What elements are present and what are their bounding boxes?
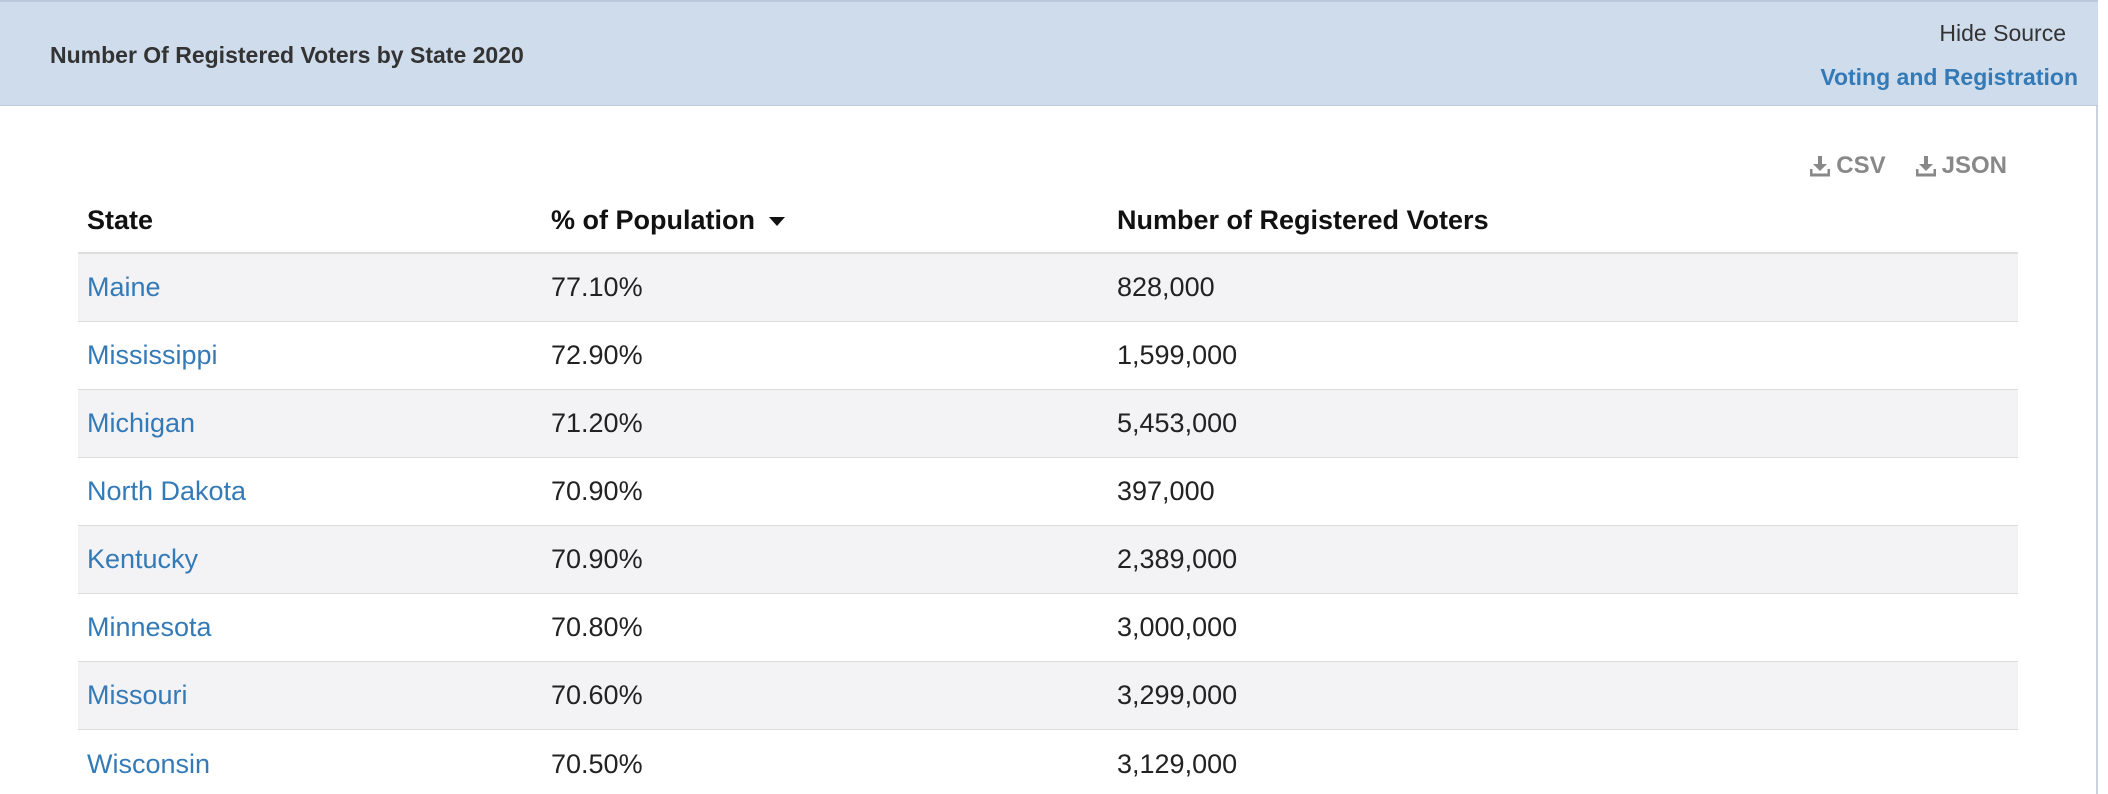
- table-row: [78, 458, 2018, 526]
- column-header-pct[interactable]: [542, 205, 1108, 236]
- download-csv-label: CSV: [1836, 152, 1886, 179]
- table-row: [78, 390, 2018, 458]
- pct-cell: 70.90%: [551, 544, 643, 574]
- state-link[interactable]: Maine: [87, 272, 161, 302]
- voters-cell: 3,299,000: [1117, 680, 1238, 710]
- hide-source-link[interactable]: Hide Source: [1939, 20, 2066, 46]
- table-row: [78, 594, 2018, 662]
- table-row: [78, 662, 2018, 730]
- table-row: [78, 254, 2018, 322]
- column-header-label: State: [87, 204, 154, 235]
- pct-cell: 70.80%: [551, 612, 643, 642]
- pct-cell: 71.20%: [551, 408, 643, 438]
- download-toolbar: [1810, 152, 2007, 180]
- column-header-state[interactable]: [78, 205, 542, 236]
- page-title: Number Of Registered Voters by State 2020: [50, 42, 524, 68]
- state-link[interactable]: Missouri: [87, 680, 188, 710]
- download-icon: [1916, 155, 1936, 177]
- voters-cell: 5,453,000: [1117, 408, 1238, 438]
- column-header-voters[interactable]: [1108, 205, 2018, 236]
- widget-header: [0, 0, 2098, 106]
- download-icon: [1810, 155, 1830, 177]
- column-header-label: % of Population: [551, 204, 755, 235]
- table-row: [78, 526, 2018, 594]
- state-link[interactable]: Wisconsin: [87, 748, 211, 779]
- voters-cell: 397,000: [1117, 476, 1215, 506]
- pct-cell: 70.50%: [551, 748, 643, 779]
- table-header: [78, 188, 2018, 254]
- state-link[interactable]: Kentucky: [87, 544, 199, 574]
- state-link[interactable]: North Dakota: [87, 476, 247, 506]
- download-json-label: JSON: [1941, 152, 2007, 179]
- download-json-button[interactable]: [1916, 152, 2007, 180]
- table-row: [78, 322, 2018, 390]
- column-header-label: Number of Registered Voters: [1117, 204, 1489, 235]
- state-link[interactable]: Minnesota: [87, 612, 212, 642]
- pct-cell: 77.10%: [551, 272, 643, 302]
- source-link[interactable]: Voting and Registration: [1820, 64, 2078, 90]
- sort-descending-icon: [769, 217, 785, 226]
- voters-cell: 2,389,000: [1117, 544, 1238, 574]
- state-link[interactable]: Mississippi: [87, 340, 218, 370]
- pct-cell: 70.90%: [551, 476, 643, 506]
- table-row: [78, 730, 2018, 794]
- pct-cell: 70.60%: [551, 680, 643, 710]
- pct-cell: 72.90%: [551, 340, 643, 370]
- voters-cell: 828,000: [1117, 272, 1215, 302]
- voters-table: [78, 188, 2018, 794]
- voters-cell: 3,000,000: [1117, 612, 1238, 642]
- voters-cell: 3,129,000: [1117, 748, 1238, 779]
- state-link[interactable]: Michigan: [87, 408, 196, 438]
- download-csv-button[interactable]: [1810, 152, 1885, 180]
- voters-cell: 1,599,000: [1117, 340, 1238, 370]
